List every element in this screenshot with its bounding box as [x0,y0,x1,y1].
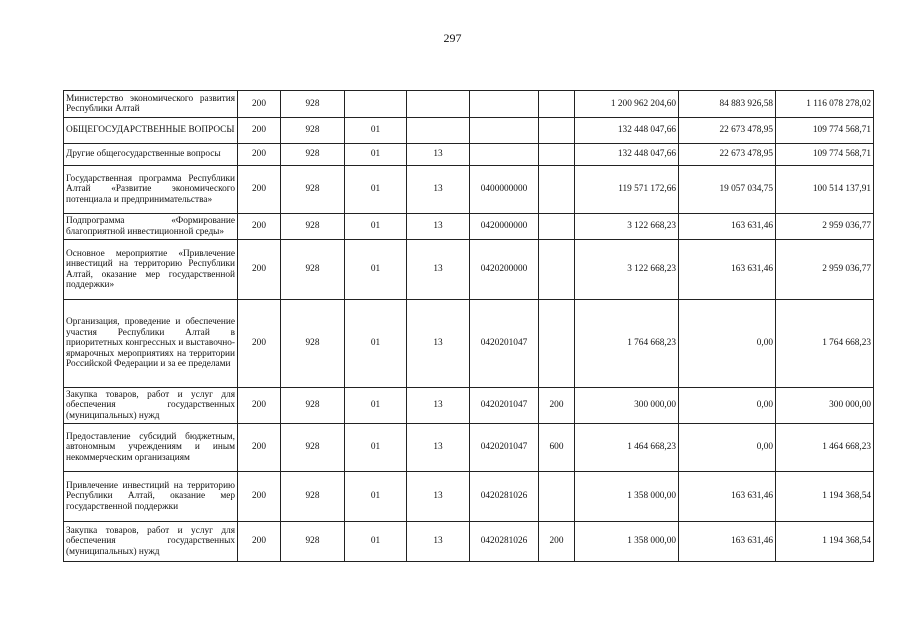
section-code-cell: 01 [345,472,407,522]
amount-1-cell: 300 000,00 [575,388,679,424]
col-b-cell: 928 [281,240,345,300]
amount-2-cell: 0,00 [679,424,776,472]
expense-type-cell [539,300,575,388]
table-row [64,300,874,388]
amount-3-cell: 109 774 568,71 [776,144,874,166]
amount-3-cell: 100 514 137,91 [776,166,874,214]
section-code-cell: 01 [345,118,407,144]
row-name-cell: Закупка товаров, работ и услуг для обеспечения государственных (муниципальных) нужд [64,522,238,562]
col-b-cell: 928 [281,166,345,214]
amount-2-cell: 84 883 926,58 [679,91,776,118]
expense-type-cell: 200 [539,522,575,562]
budget-table [63,90,874,562]
amount-1-cell: 132 448 047,66 [575,118,679,144]
amount-1-cell: 1 764 668,23 [575,300,679,388]
expense-type-cell [539,472,575,522]
section-code-cell: 01 [345,166,407,214]
row-name-cell: Организация, проведение и обеспечение участия Республики Алтай в приоритетных конгрессных и выставочно-ярмарочных мероприятиях на территории Российской Федерации и за ее пределами [64,300,238,388]
target-article-cell: 0420201047 [470,300,539,388]
target-article-cell [470,118,539,144]
table-row [64,240,874,300]
col-b-cell: 928 [281,91,345,118]
expense-type-cell: 600 [539,424,575,472]
col-b-cell: 928 [281,300,345,388]
section-code-cell [345,91,407,118]
amount-3-cell: 2 959 036,77 [776,214,874,240]
subsection-code-cell [407,91,470,118]
amount-2-cell: 163 631,46 [679,472,776,522]
amount-3-cell: 1 464 668,23 [776,424,874,472]
row-name-cell: Предоставление субсидий бюджетным, автономным учреждениям и иным некоммерческим организациям [64,424,238,472]
col-b-cell: 928 [281,522,345,562]
col-a-cell: 200 [238,118,281,144]
row-name-cell: Закупка товаров, работ и услуг для обеспечения государственных (муниципальных) нужд [64,388,238,424]
subsection-code-cell: 13 [407,388,470,424]
subsection-code-cell: 13 [407,424,470,472]
col-a-cell: 200 [238,424,281,472]
col-b-cell: 928 [281,472,345,522]
amount-1-cell: 119 571 172,66 [575,166,679,214]
row-name-cell: Подпрограмма «Формирование благоприятной инвестиционной среды» [64,214,238,240]
amount-3-cell: 1 116 078 278,02 [776,91,874,118]
amount-2-cell: 0,00 [679,300,776,388]
col-a-cell: 200 [238,240,281,300]
amount-1-cell: 3 122 668,23 [575,214,679,240]
table-row [64,522,874,562]
expense-type-cell [539,91,575,118]
table-row [64,91,874,118]
subsection-code-cell: 13 [407,300,470,388]
amount-2-cell: 22 673 478,95 [679,118,776,144]
table-row [64,214,874,240]
amount-1-cell: 1 200 962 204,60 [575,91,679,118]
subsection-code-cell [407,118,470,144]
expense-type-cell [539,214,575,240]
expense-type-cell [539,240,575,300]
section-code-cell: 01 [345,424,407,472]
amount-1-cell: 1 358 000,00 [575,472,679,522]
col-a-cell: 200 [238,300,281,388]
section-code-cell: 01 [345,388,407,424]
amount-2-cell: 163 631,46 [679,240,776,300]
col-a-cell: 200 [238,144,281,166]
col-b-cell: 928 [281,118,345,144]
amount-1-cell: 132 448 047,66 [575,144,679,166]
amount-3-cell: 109 774 568,71 [776,118,874,144]
section-code-cell: 01 [345,522,407,562]
col-b-cell: 928 [281,144,345,166]
target-article-cell [470,91,539,118]
row-name-cell: ОБЩЕГОСУДАРСТВЕННЫЕ ВОПРОСЫ [64,118,238,144]
col-b-cell: 928 [281,214,345,240]
col-a-cell: 200 [238,388,281,424]
target-article-cell: 0420200000 [470,240,539,300]
section-code-cell: 01 [345,214,407,240]
amount-3-cell: 300 000,00 [776,388,874,424]
target-article-cell: 0420281026 [470,472,539,522]
row-name-cell: Министерство экономического развития Республики Алтай [64,91,238,118]
target-article-cell: 0420281026 [470,522,539,562]
amount-2-cell: 163 631,46 [679,214,776,240]
col-b-cell: 928 [281,388,345,424]
amount-2-cell: 163 631,46 [679,522,776,562]
subsection-code-cell: 13 [407,144,470,166]
target-article-cell: 0420201047 [470,388,539,424]
col-a-cell: 200 [238,166,281,214]
expense-type-cell: 200 [539,388,575,424]
col-a-cell: 200 [238,522,281,562]
table-row [64,472,874,522]
section-code-cell: 01 [345,300,407,388]
amount-3-cell: 1 194 368,54 [776,472,874,522]
amount-3-cell: 1 764 668,23 [776,300,874,388]
target-article-cell: 0420000000 [470,214,539,240]
amount-2-cell: 19 057 034,75 [679,166,776,214]
col-a-cell: 200 [238,472,281,522]
expense-type-cell [539,166,575,214]
expense-type-cell [539,144,575,166]
section-code-cell: 01 [345,144,407,166]
col-a-cell: 200 [238,214,281,240]
table-body [64,91,874,562]
amount-3-cell: 1 194 368,54 [776,522,874,562]
row-name-cell: Другие общегосударственные вопросы [64,144,238,166]
amount-2-cell: 0,00 [679,388,776,424]
subsection-code-cell: 13 [407,472,470,522]
table-row [64,118,874,144]
amount-3-cell: 2 959 036,77 [776,240,874,300]
target-article-cell: 0400000000 [470,166,539,214]
col-a-cell: 200 [238,91,281,118]
subsection-code-cell: 13 [407,522,470,562]
amount-1-cell: 3 122 668,23 [575,240,679,300]
subsection-code-cell: 13 [407,240,470,300]
row-name-cell: Привлечение инвестиций на территорию Республики Алтай, оказание мер государственной поддержки [64,472,238,522]
target-article-cell [470,144,539,166]
page-number: 297 [443,31,462,45]
row-name-cell: Основное мероприятие «Привлечение инвестиций на территорию Республики Алтай, оказание мер государственной поддержки» [64,240,238,300]
row-name-cell: Государственная программа Республики Алтай «Развитие экономического потенциала и предпринимательства» [64,166,238,214]
section-code-cell: 01 [345,240,407,300]
amount-1-cell: 1 358 000,00 [575,522,679,562]
table-row [64,166,874,214]
col-b-cell: 928 [281,424,345,472]
amount-1-cell: 1 464 668,23 [575,424,679,472]
target-article-cell: 0420201047 [470,424,539,472]
amount-2-cell: 22 673 478,95 [679,144,776,166]
table-row [64,424,874,472]
table-row [64,388,874,424]
expense-type-cell [539,118,575,144]
subsection-code-cell: 13 [407,166,470,214]
subsection-code-cell: 13 [407,214,470,240]
table-row [64,144,874,166]
